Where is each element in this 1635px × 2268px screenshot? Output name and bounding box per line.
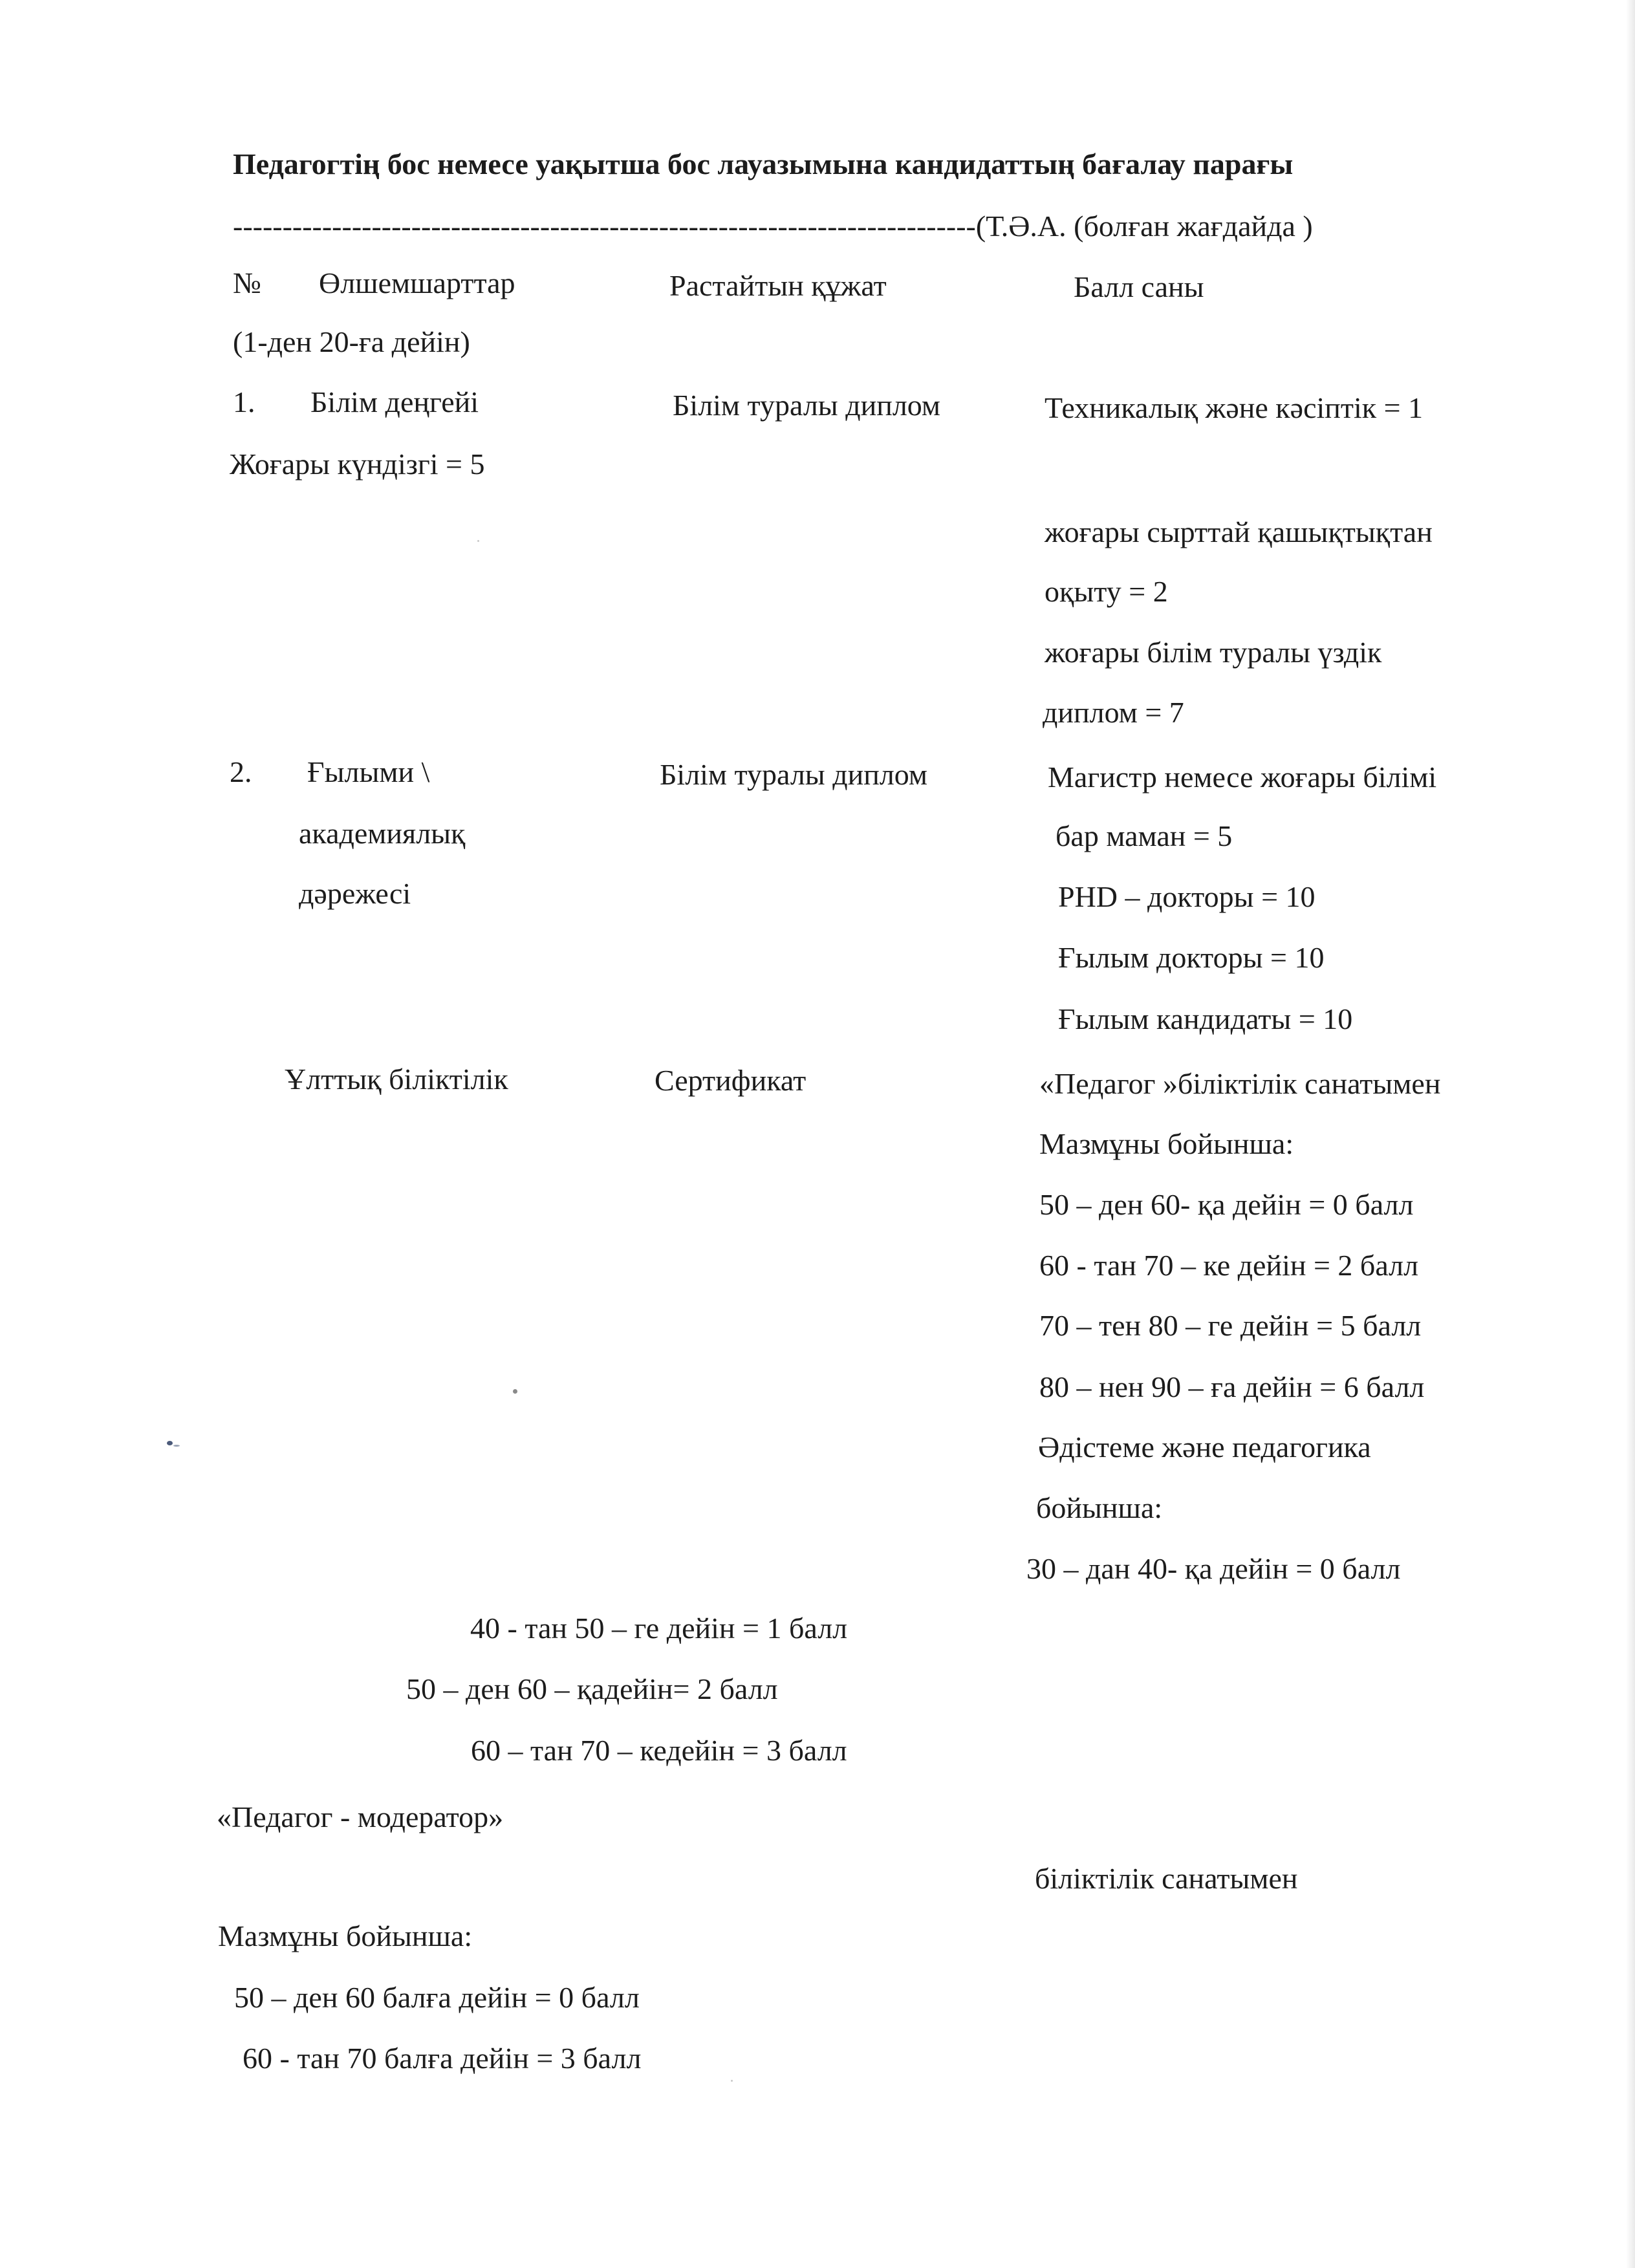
- document-title: Педагогтің бос немесе уақытша бос лауазымына кандидаттың бағалау парағы: [233, 147, 1294, 180]
- scan-speck: [513, 1389, 517, 1394]
- row1-document: Білім туралы диплом: [673, 389, 941, 422]
- row2-points-1: Магистр немесе жоғары білімі: [1048, 761, 1437, 794]
- scan-speck: [167, 1441, 173, 1445]
- row2-criterion-2: академиялық: [299, 817, 466, 850]
- row2-document: Білім туралы диплом: [660, 758, 928, 791]
- header-points: Балл саны: [1074, 270, 1204, 303]
- row1-extra-left: Жоғары күндізгі = 5: [230, 448, 485, 481]
- row3-mod-points-2: 60 - тан 70 балға дейін = 3 балл: [243, 2042, 642, 2075]
- row1-number: 1.: [233, 385, 255, 418]
- row3-points-1: «Педагог »біліктілік санатымен: [1039, 1067, 1441, 1100]
- row3-content-label: Мазмұны бойынша:: [218, 1919, 473, 1952]
- row1-points-5: диплом = 7: [1043, 696, 1184, 729]
- scan-speck: [731, 2080, 733, 2082]
- row3-criterion: Ұлттық біліктілік: [285, 1063, 508, 1096]
- row3-points-6: 80 – нен 90 – ға дейін = 6 балл: [1039, 1370, 1425, 1403]
- row3-document: Сертификат: [655, 1064, 807, 1097]
- row1-points-2: жоғары сырттай қашықтықтан: [1045, 515, 1433, 548]
- row3-points-10: 40 - тан 50 – ге дейін = 1 балл: [470, 1612, 848, 1645]
- row2-criterion-1: Ғылыми \: [307, 755, 430, 788]
- header-number: №: [233, 266, 261, 299]
- row1-points-3: оқыту = 2: [1045, 575, 1168, 608]
- row2-points-4: Ғылым докторы = 10: [1058, 941, 1325, 974]
- row3-qual-category: біліктілік санатымен: [1035, 1862, 1298, 1895]
- row2-points-2: бар маман = 5: [1056, 819, 1233, 852]
- row3-points-4: 60 - тан 70 – ке дейін = 2 балл: [1039, 1249, 1419, 1282]
- scan-speck: [173, 1445, 180, 1447]
- row3-points-11: 50 – ден 60 – қадейін= 2 балл: [406, 1672, 778, 1705]
- row3-points-12: 60 – тан 70 – кедейін = 3 балл: [471, 1734, 847, 1767]
- row2-criterion-3: дәрежесі: [299, 877, 411, 910]
- scan-edge-shadow: [1626, 0, 1635, 2268]
- row3-points-5: 70 – тен 80 – ге дейін = 5 балл: [1039, 1309, 1422, 1342]
- row3-mod-points-1: 50 – ден 60 балға дейін = 0 балл: [234, 1981, 640, 2014]
- row3-points-9: 30 – дан 40- қа дейін = 0 балл: [1026, 1552, 1401, 1585]
- row2-number: 2.: [230, 755, 252, 788]
- row3-points-7: Әдістеме және педагогика: [1038, 1431, 1371, 1463]
- row3-points-3: 50 – ден 60- қа дейін = 0 балл: [1039, 1188, 1414, 1221]
- header-document: Растайтын құжат: [669, 269, 887, 302]
- header-criteria: Өлшемшарттар: [319, 266, 515, 299]
- row2-points-5: Ғылым кандидаты = 10: [1058, 1002, 1353, 1035]
- name-line: ---------------------------------------------------------------------------(Т.Ә.А. (болған жағдайда ): [233, 210, 1313, 243]
- row2-points-3: PHD – докторы = 10: [1058, 880, 1316, 913]
- row3-points-2: Мазмұны бойынша:: [1039, 1127, 1294, 1160]
- row3-points-8: бойынша:: [1036, 1491, 1163, 1524]
- row1-points-4: жоғары білім туралы үздік: [1045, 636, 1382, 669]
- row1-criterion: Білім деңгейі: [310, 385, 479, 418]
- scan-speck: [477, 540, 479, 542]
- row1-points-1: Техникалық және кәсіптік = 1: [1045, 391, 1424, 424]
- header-range-note: (1-ден 20-ға дейін): [233, 325, 470, 358]
- row3-moderator: «Педагог - модератор»: [217, 1800, 504, 1833]
